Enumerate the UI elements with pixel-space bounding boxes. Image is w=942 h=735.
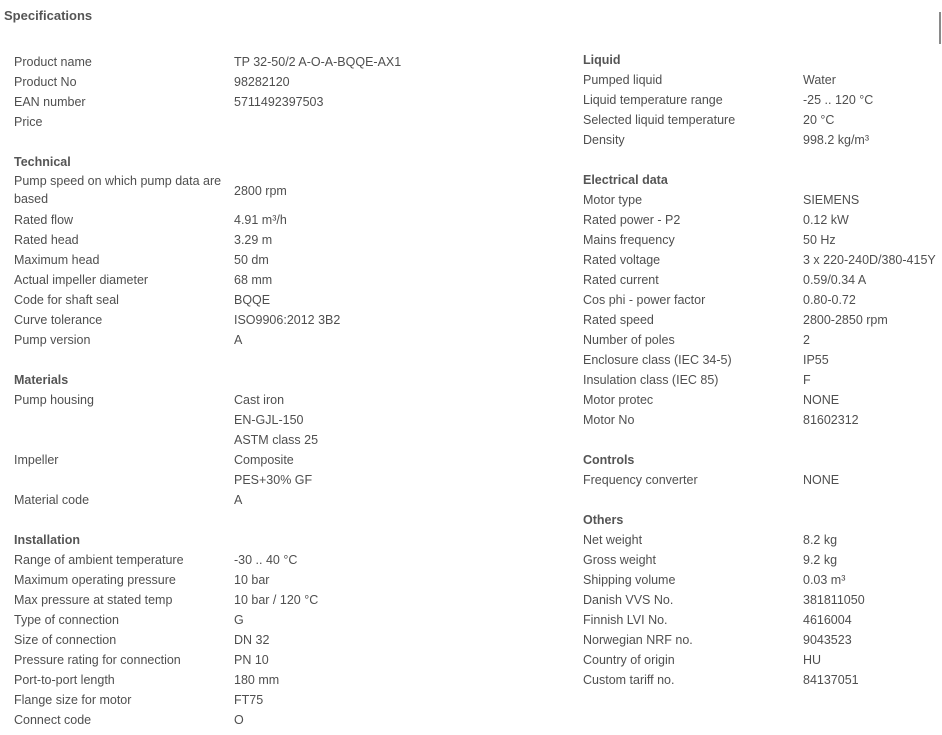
- spec-value: 2800-2850 rpm: [803, 313, 888, 327]
- spec-label: EAN number: [14, 95, 86, 109]
- spec-label: Pump version: [14, 333, 91, 347]
- spec-value: BQQE: [234, 293, 271, 307]
- spec-label: Rated flow: [14, 213, 74, 227]
- spec-label: Size of connection: [14, 633, 117, 647]
- spec-value: EN-GJL-150: [234, 413, 304, 427]
- spec-value: 84137051: [803, 673, 859, 687]
- spec-value: 0.59/0.34 A: [803, 273, 867, 287]
- spec-label: Flange size for motor: [14, 693, 132, 707]
- spec-value: Composite: [234, 453, 294, 467]
- spec-label: Custom tariff no.: [583, 673, 675, 687]
- spec-value: A: [234, 493, 243, 507]
- spec-label: Danish VVS No.: [583, 593, 674, 607]
- spec-value: 3.29 m: [234, 233, 273, 247]
- spec-label: Number of poles: [583, 333, 675, 347]
- spec-value: DN 32: [234, 633, 270, 647]
- spec-label: Maximum head: [14, 253, 100, 267]
- spec-value: 50 dm: [234, 253, 269, 267]
- spec-label: Motor No: [583, 413, 635, 427]
- section-heading-electrical: Electrical data: [583, 173, 668, 187]
- spec-value: 0.80-0.72: [803, 293, 856, 307]
- spec-value: A: [234, 333, 243, 347]
- section-heading-installation: Installation: [14, 533, 80, 547]
- spec-label: Motor protec: [583, 393, 654, 407]
- spec-label: Cos phi - power factor: [583, 293, 706, 307]
- spec-label: Connect code: [14, 713, 92, 727]
- spec-label: Rated voltage: [583, 253, 661, 267]
- spec-label: Rated head: [14, 233, 79, 247]
- section-heading-liquid: Liquid: [583, 53, 621, 67]
- spec-label: Type of connection: [14, 613, 119, 627]
- spec-label: Liquid temperature range: [583, 93, 723, 107]
- page-title: Specifications: [4, 8, 93, 23]
- spec-label: Gross weight: [583, 553, 656, 567]
- spec-label: Net weight: [583, 533, 643, 547]
- spec-label: Curve tolerance: [14, 313, 103, 327]
- spec-value: 4616004: [803, 613, 852, 627]
- spec-label: Density: [583, 133, 625, 147]
- spec-value: HU: [803, 653, 822, 667]
- spec-label: Range of ambient temperature: [14, 553, 184, 567]
- section-heading-controls: Controls: [583, 453, 635, 467]
- spec-label: Rated speed: [583, 313, 654, 327]
- spec-label: Port-to-port length: [14, 673, 115, 687]
- motor-no-link[interactable]: 81602312: [803, 413, 859, 427]
- spec-label: Norwegian NRF no.: [583, 633, 693, 647]
- spec-value: 2: [803, 333, 810, 347]
- spec-label: Price: [14, 115, 43, 129]
- spec-label: Actual impeller diameter: [14, 273, 149, 287]
- spec-value: SIEMENS: [803, 193, 860, 207]
- spec-value: F: [803, 373, 811, 387]
- spec-value: 4.91 m³/h: [234, 213, 287, 227]
- spec-value: 8.2 kg: [803, 533, 838, 547]
- spec-value: -25 .. 120 °C: [803, 93, 874, 107]
- spec-value: 98282120: [234, 75, 290, 89]
- spec-value: 9043523: [803, 633, 852, 647]
- spec-value: 381811050: [803, 593, 865, 607]
- spec-value: 0.03 m³: [803, 573, 846, 587]
- spec-label: Motor type: [583, 193, 643, 207]
- spec-label: Pump speed on which pump data are based: [14, 174, 222, 206]
- spec-value: Cast iron: [234, 393, 285, 407]
- spec-value: FT75: [234, 693, 264, 707]
- spec-value: 9.2 kg: [803, 553, 838, 567]
- spec-label: Shipping volume: [583, 573, 676, 587]
- spec-value: TP 32-50/2 A-O-A-BQQE-AX1: [234, 55, 402, 69]
- spec-value: 5711492397503: [234, 95, 324, 109]
- spec-label: Rated power - P2: [583, 213, 681, 227]
- spec-label: Finnish LVI No.: [583, 613, 668, 627]
- spec-value: PES+30% GF: [234, 473, 313, 487]
- spec-value: 0.12 kW: [803, 213, 849, 227]
- spec-value: 68 mm: [234, 273, 273, 287]
- spec-label: Material code: [14, 493, 90, 507]
- spec-value: -30 .. 40 °C: [234, 553, 298, 567]
- spec-label: Pump housing: [14, 393, 94, 407]
- spec-label: Selected liquid temperature: [583, 113, 736, 127]
- spec-value: ASTM class 25: [234, 433, 319, 447]
- spec-label: Impeller: [14, 453, 59, 467]
- spec-label: Product No: [14, 75, 77, 89]
- spec-label: Pumped liquid: [583, 73, 663, 87]
- section-heading-technical: Technical: [14, 155, 71, 169]
- spec-value: O: [234, 713, 244, 727]
- spec-label: Insulation class (IEC 85): [583, 373, 719, 387]
- spec-value: NONE: [803, 393, 840, 407]
- spec-value: PN 10: [234, 653, 269, 667]
- scrollbar[interactable]: [939, 12, 941, 44]
- spec-value: 180 mm: [234, 673, 280, 687]
- spec-label: Rated current: [583, 273, 659, 287]
- spec-value: 10 bar: [234, 573, 270, 587]
- spec-value: 50 Hz: [803, 233, 836, 247]
- spec-value: 10 bar / 120 °C: [234, 593, 319, 607]
- section-heading-materials: Materials: [14, 373, 69, 387]
- spec-label: Pressure rating for connection: [14, 653, 181, 667]
- spec-label: Product name: [14, 55, 92, 69]
- spec-label: Maximum operating pressure: [14, 573, 176, 587]
- spec-label: Enclosure class (IEC 34-5): [583, 353, 732, 367]
- spec-value: 2800 rpm: [234, 184, 287, 198]
- spec-value: IP55: [803, 353, 829, 367]
- spec-value: 3 x 220-240D/380-415Y: [803, 253, 936, 267]
- spec-value: ISO9906:2012 3B2: [234, 313, 341, 327]
- spec-label: Mains frequency: [583, 233, 675, 247]
- spec-value: G: [234, 613, 244, 627]
- spec-label: Max pressure at stated temp: [14, 593, 173, 607]
- spec-label: Frequency converter: [583, 473, 698, 487]
- spec-value: 998.2 kg/m³: [803, 133, 870, 147]
- spec-value: 20 °C: [803, 113, 835, 127]
- spec-label: Country of origin: [583, 653, 675, 667]
- spec-value: NONE: [803, 473, 840, 487]
- section-heading-others: Others: [583, 513, 624, 527]
- spec-label: Code for shaft seal: [14, 293, 119, 307]
- spec-value: Water: [803, 73, 836, 87]
